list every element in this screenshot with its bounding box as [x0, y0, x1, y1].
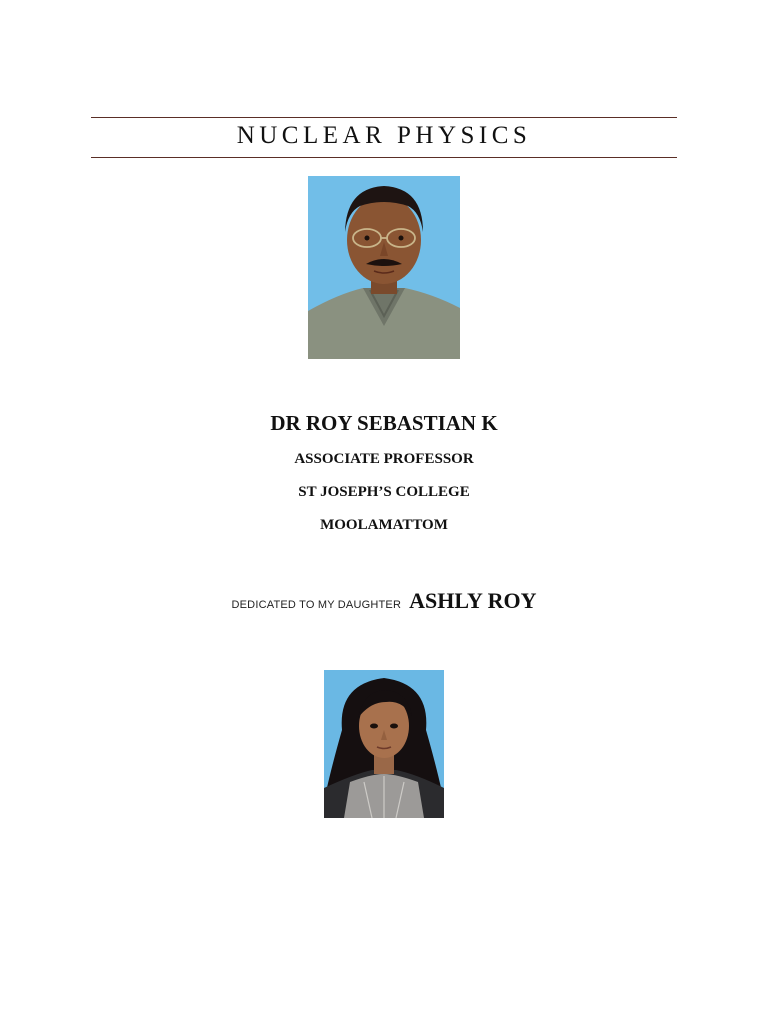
daughter-photo: [324, 670, 444, 818]
author-college: ST JOSEPH’S COLLEGE: [298, 484, 470, 500]
title-top-rule: [91, 117, 677, 118]
author-photo: [308, 176, 460, 359]
book-title: NUCLEAR PHYSICS: [236, 122, 532, 149]
dedication-line: [0, 588, 768, 614]
author-position: ASSOCIATE PROFESSOR: [294, 451, 474, 467]
dedication-prefix: DEDICATED TO MY DAUGHTER: [231, 599, 402, 611]
author-name: DR ROY SEBASTIAN K: [270, 411, 498, 435]
author-place: MOOLAMATTOM: [320, 517, 448, 533]
dedication-name: ASHLY ROY: [409, 588, 537, 613]
title-bottom-rule: [91, 157, 677, 158]
